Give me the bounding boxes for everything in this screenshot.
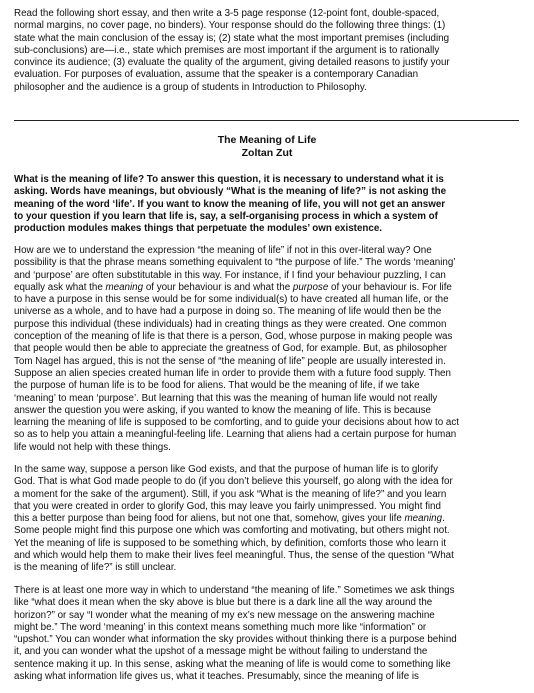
thesis-line: to your question if you learn that life is, say, a self-organising process in which a system of: [14, 210, 438, 222]
paragraph-line: might be.” The word ‘meaning’ in this context means something much more like “information” or: [14, 621, 427, 633]
paragraph-line: [14, 282, 518, 294]
text-run: of your behaviour is. For life: [328, 281, 452, 293]
instruction-line: sub-conclusions) are—i.e., state which premises are most important if the argument is to rationally: [14, 44, 440, 56]
thesis-line: What is the meaning of life? To answer this question, it is necessary to understand what it is: [14, 174, 444, 185]
paragraph-line: like “what does it mean when the sky above is blue but there is a dark line all the way around the: [14, 597, 433, 609]
paragraph-line: that people would then be able to appreciate the greatness of God, for example. But, as philosopher: [14, 343, 447, 355]
paragraph-line: and which would help them to make their lives feel meaningful. Thus, the sense of the question “What: [14, 550, 454, 562]
text-run: of your behaviour is and what the: [143, 281, 293, 293]
paragraph-line: to have a purpose in this sense would be for some individual(s) to have created all human life, or the: [14, 294, 449, 306]
paragraph-line: God. That is what God made people to do (if you don’t believe this yourself, go along with the idea for: [14, 476, 453, 488]
paragraph-line: Tom Nagel has argued, this is not the sense of “the meaning of life” people are usually interested in.: [14, 355, 446, 367]
paragraph-line: a moment for the sake of the argument). Still, if you ask “What is the meaning of life?” and you learn: [14, 488, 447, 500]
paragraph-line: it, and you can wonder what the upshot of a message might be without failing to understand the: [14, 646, 428, 658]
paragraph-line: life would not help with these things.: [14, 441, 171, 453]
paragraph-line: In the same way, suppose a person like God exists, and that the purpose of human life is to glorify: [14, 464, 439, 475]
paragraph-line: is the meaning of life?” is still unclear.: [14, 562, 177, 574]
paragraph-line: and ‘purpose’ are often substitutable in this way. For instance, if I find your behaviour puzzling, I can: [14, 269, 446, 281]
paragraph-line: universe as a whole, and to have had a purpose in doing so. The meaning of life would then be the: [14, 306, 442, 318]
essay-title: The Meaning of Life: [217, 134, 317, 146]
paragraph-line: that you were created in order to glorify God, this may leave you fairly unimpressed. You might find: [14, 500, 441, 512]
emphasis-meaning: meaning: [105, 281, 144, 293]
emphasis-meaning: meaning: [404, 513, 443, 525]
text-run: this a better purpose than being food for aliens, but not one that, somehow, gives your life: [14, 513, 405, 525]
paragraph-line: Suppose an alien species created human life in order to provide them with a future food supply. Then: [14, 367, 451, 379]
text-run: equally ask what the: [14, 281, 106, 293]
paragraph-line: sentence making it up. In this sense, asking what the meaning of life is would come to something like: [14, 658, 451, 670]
instruction-line: state what the main conclusion of the essay is; (2) state what the most important premises (including: [14, 32, 450, 44]
paragraph-line: Yet the meaning of life is supposed to be something which, by definition, comforts those who learn it: [14, 537, 447, 549]
assignment-instructions: [14, 8, 518, 94]
paragraph-line: conception of the meaning of life is that there is a person, God, whose purpose in making people was: [14, 331, 453, 343]
paragraph-line: purpose this individual (these individuals) had in creating things as they were created. One common: [14, 318, 447, 330]
essay-paragraph-2: [14, 464, 518, 575]
paragraph-line: answer the question you were asking, if you wanted to know the meaning of life. This is because: [14, 404, 431, 416]
text-run: .: [442, 513, 445, 525]
thesis-line: meaning of the word ‘life’. If you want to know the meaning of life, you will not get an answer: [14, 198, 446, 210]
paragraph-line: possibility is that the phrase means something equivalent to “the purpose of life.” The words ‘meaning’: [14, 257, 456, 269]
paragraph-line: learning the meaning of life is supposed to be comforting, and to guide your decisions about how to act: [14, 417, 459, 429]
paragraph-line: horizon?” or say “I wonder what the meaning of my ex’s new message on the answering machine: [14, 609, 435, 621]
essay-paragraph-1: [14, 245, 518, 454]
instruction-line: normal margins, no cover page, no binders). Your response should do the following three things: (1): [14, 20, 446, 32]
paragraph-line: so as to help you attain a meaningful-feeling life. Learning that aliens had a certain purpose for human: [14, 429, 457, 441]
paragraph-line: the purpose of human life is to be food for aliens. That would be the meaning of life, if we take: [14, 380, 420, 392]
paragraph-line: There is at least one more way in which to understand “the meaning of life.” Sometimes we ask things: [14, 585, 455, 596]
paragraph-line: asking what information life gives us, what it teaches. Presumably, since the meaning of life is: [14, 671, 419, 683]
essay-thesis-paragraph: [14, 174, 518, 235]
paragraph-line: “upshot.” You can wonder what information the sky provides without thinking there is a purpose behind: [14, 634, 457, 646]
paragraph-line: Some people might find this purpose one which was comforting and motivating, but others might not.: [14, 525, 450, 537]
essay-heading: [0, 134, 534, 159]
instruction-line: evaluation. For purposes of evaluation, assume that the speaker is a contemporary Canadian: [14, 69, 419, 81]
thesis-line: production modules makes things that perpetuate the modules’ own existence.: [14, 223, 382, 235]
essay-author: Zoltan Zut: [241, 146, 293, 159]
emphasis-purpose: purpose: [292, 281, 329, 293]
horizontal-divider: [14, 120, 519, 121]
paragraph-line: How are we to understand the expression “the meaning of life” if not in this over-literal way? One: [14, 245, 432, 256]
thesis-line: asking. Words have meanings, but obviously “What is the meaning of life?” is not asking the: [14, 186, 447, 198]
paragraph-line: ‘meaning’ to mean ‘purpose’. But learning that this was the meaning of human life would not really: [14, 392, 438, 404]
instruction-line: philosopher and the audience is a group of students in Introduction to Philosophy.: [14, 81, 367, 93]
essay-paragraph-3: [14, 585, 518, 683]
instruction-line: convince its audience; (3) evaluate the quality of the argument, giving detailed reasons to justify your: [14, 57, 450, 69]
paragraph-line: [14, 513, 518, 525]
instruction-line: Read the following short essay, and then write a 3-5 page response (12-point font, double-spaced,: [14, 8, 440, 19]
